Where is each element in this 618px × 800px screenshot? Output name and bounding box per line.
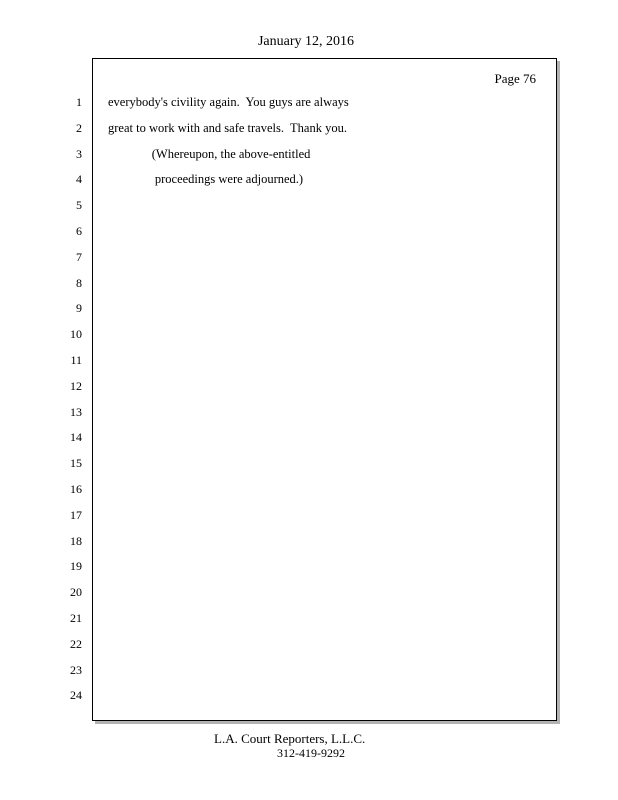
line-number: 16 <box>70 481 82 496</box>
transcript-line <box>108 480 538 506</box>
footer-phone: 312-419-9292 <box>277 746 345 760</box>
transcript-line <box>108 299 538 325</box>
transcript-line <box>108 506 538 532</box>
line-number: 7 <box>76 249 82 264</box>
transcript-line <box>108 248 538 274</box>
line-number: 3 <box>76 146 82 161</box>
line-number: 20 <box>70 585 82 600</box>
header-date: January 12, 2016 <box>257 34 355 49</box>
transcript-line <box>108 557 538 583</box>
page-number: Page 76 <box>494 71 536 86</box>
transcript-line <box>108 428 538 454</box>
line-number: 11 <box>70 352 82 367</box>
transcript-line <box>108 532 538 558</box>
line-number: 14 <box>70 430 82 445</box>
line-number: 17 <box>70 507 82 522</box>
line-number: 24 <box>70 688 82 703</box>
line-number: 15 <box>70 456 82 471</box>
line-number: 18 <box>70 533 82 548</box>
line-number: 13 <box>70 404 82 419</box>
transcript-line <box>108 454 538 480</box>
transcript-line <box>108 274 538 300</box>
transcript-line: (Whereupon, the above-entitled <box>108 146 311 161</box>
transcript-line: everybody's civility again. You guys are always <box>108 95 349 109</box>
transcript-line <box>108 351 538 377</box>
line-number: 23 <box>70 662 82 677</box>
transcript-line <box>108 196 538 222</box>
transcript-text <box>108 93 538 712</box>
transcript-line <box>108 403 538 429</box>
transcript-line <box>108 583 538 609</box>
transcript-line: proceedings were adjourned.) <box>108 172 304 187</box>
transcript-line <box>108 377 538 403</box>
line-number: 22 <box>70 636 82 651</box>
line-number: 6 <box>76 223 82 238</box>
line-number: 9 <box>76 301 82 316</box>
transcript-line <box>108 609 538 635</box>
transcript-line <box>108 325 538 351</box>
line-number: 2 <box>76 120 82 135</box>
line-number: 5 <box>76 198 82 213</box>
transcript-line: great to work with and safe travels. Thank you. <box>108 120 347 135</box>
line-number: 21 <box>70 610 82 625</box>
line-number: 4 <box>76 172 82 187</box>
line-number-column <box>58 93 82 712</box>
transcript-line <box>108 661 538 687</box>
line-number: 10 <box>70 327 82 342</box>
line-number: 19 <box>70 559 82 574</box>
transcript-line <box>108 635 538 661</box>
line-number: 8 <box>76 275 82 290</box>
footer-company: L.A. Court Reporters, L.L.C. <box>214 731 366 746</box>
line-number: 1 <box>76 95 82 109</box>
transcript-line <box>108 222 538 248</box>
transcript-line <box>108 686 538 712</box>
line-number: 12 <box>70 378 82 393</box>
